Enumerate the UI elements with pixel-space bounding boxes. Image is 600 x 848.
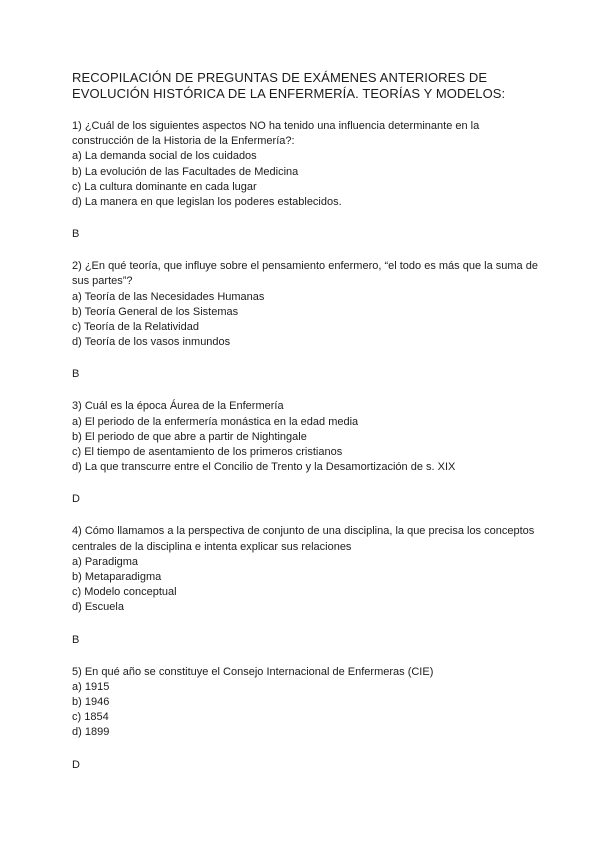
option-c: c) 1854 — [72, 711, 109, 724]
option-c: c) Modelo conceptual — [72, 586, 177, 599]
option-c: c) Teoría de la Relatividad — [72, 321, 199, 334]
option-d: d) Escuela — [72, 601, 124, 614]
question-block — [72, 259, 542, 350]
option-d: d) La que transcurre entre el Concilio de Trento y la Desamortización de s. XIX — [72, 461, 456, 474]
document-title: RECOPILACIÓN DE PREGUNTAS DE EXÁMENES ANTERIORES DE EVOLUCIÓN HISTÓRICA DE LA ENFERMERÍA. TEORÍAS Y MODELOS: — [72, 70, 506, 101]
question-block — [72, 399, 542, 475]
option-c: c) La cultura dominante en cada lugar — [72, 180, 257, 193]
option-d: d) 1899 — [72, 726, 110, 739]
question-block — [72, 524, 542, 615]
option-a: a) Teoría de las Necesidades Humanas — [72, 290, 265, 303]
option-d: d) Teoría de los vasos inmundos — [72, 336, 231, 349]
answer-label: D — [72, 493, 80, 506]
option-a: a) 1915 — [72, 680, 110, 693]
question-block — [72, 665, 542, 741]
question-text: 3) Cuál es la época Áurea de la Enfermería — [72, 400, 284, 413]
answer-label: B — [72, 228, 80, 241]
option-c: c) El tiempo de asentamiento de los primeros cristianos — [72, 446, 343, 459]
option-b: b) El periodo de que abre a partir de Nightingale — [72, 430, 307, 443]
document-content — [72, 70, 542, 790]
option-b: b) Teoría General de los Sistemas — [72, 305, 239, 318]
option-b: b) La evolución de las Facultades de Medicina — [72, 165, 299, 178]
option-b: b) Metaparadigma — [72, 571, 162, 584]
answer-label: D — [72, 758, 80, 771]
answer-label: B — [72, 633, 80, 646]
option-d: d) La manera en que legislan los poderes establecidos. — [72, 196, 342, 209]
question-text: 2) ¿En qué teoría, que influye sobre el pensamiento enfermero, “el todo es más que la suma de sus partes”? — [72, 260, 538, 288]
question-text: 4) Cómo llamamos a la perspectiva de conjunto de una disciplina, la que precisa los conceptos centrales de la disciplina e intenta explicar sus relaciones — [72, 525, 535, 553]
answer-label: B — [72, 368, 80, 381]
option-a: a) La demanda social de los cuidados — [72, 150, 257, 163]
option-a: a) Paradigma — [72, 555, 139, 568]
question-text: 1) ¿Cuál de los siguientes aspectos NO ha tenido una influencia determinante en la construcción de la Historia de la Enfermería?: — [72, 120, 480, 148]
question-block — [72, 119, 542, 210]
option-b: b) 1946 — [72, 696, 110, 709]
question-text: 5) En qué año se constituye el Consejo Internacional de Enfermeras (CIE) — [72, 665, 434, 678]
option-a: a) El periodo de la enfermería monástica en la edad media — [72, 415, 359, 428]
